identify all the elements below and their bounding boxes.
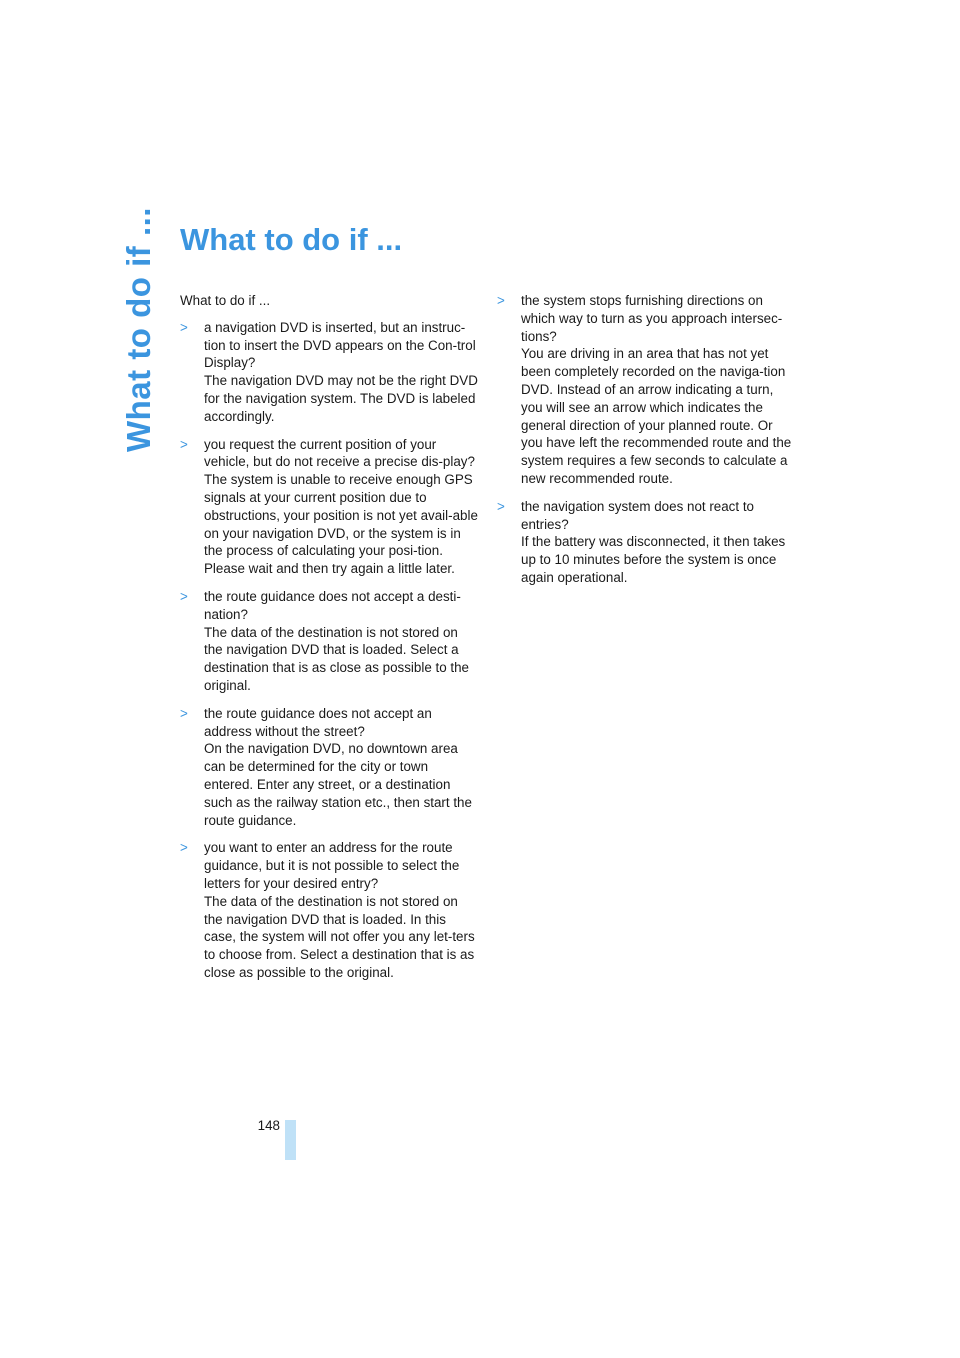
question-text: the system stops furnishing directions on which way to turn as you approach intersec-tions? <box>521 293 783 344</box>
list-item <box>180 839 480 981</box>
question-text: the navigation system does not react to entries? <box>521 498 754 532</box>
question-text: you request the current position of your vehicle, but do not receive a precise dis-play? <box>204 436 475 470</box>
question-text: you want to enter an address for the route guidance, but it is not possible to select the letters for your desired entry? <box>204 840 460 891</box>
answer-text: The navigation DVD may not be the right DVD for the navigation system. The DVD is labeled accordingly. <box>204 373 478 424</box>
chapter-side-title: What to do if ... <box>120 207 157 452</box>
answer-text: The data of the destination is not stored on the navigation DVD that is loaded. In this case, the system will not offer you any let-ters to choose from. Select a destination that is as close as possible to the original. <box>204 893 475 980</box>
question-text: a navigation DVD is inserted, but an instruc-tion to insert the DVD appears on the Con-trol Display? <box>204 319 476 371</box>
answer-text: On the navigation DVD, no downtown area can be determined for the city or town entered. Enter any street, or a destination such as the railway station etc., then start the route guidance. <box>204 741 472 828</box>
bullet-marker: > <box>497 498 505 514</box>
question-text: the route guidance does not accept an address without the street? <box>204 705 432 739</box>
answer-text: You are driving in an area that has not yet been completely recorded on the naviga-tion DVD. Instead of an arrow indicating a turn, you will see an arrow which indicates the general direction of your planned route. Or you have left the recommended route and the system requires a few seconds to calculate a new recommended route. <box>521 346 792 486</box>
right-column <box>497 292 797 597</box>
answer-text: The system is unable to receive enough GPS signals at your current position due to obstructions, your position is not yet avail-able on your navigation DVD, or the system is in the process of calculating your posi-tion. Please wait and then try again a little later. <box>204 472 478 577</box>
list-item <box>497 292 797 488</box>
bullet-marker: > <box>497 293 505 308</box>
list-item <box>180 588 480 695</box>
left-column <box>180 292 480 992</box>
list-item <box>180 436 480 578</box>
question-text: the route guidance does not accept a desti-nation? <box>204 588 461 622</box>
list-item <box>497 498 797 587</box>
bullet-marker: > <box>180 840 188 856</box>
bullet-marker: > <box>180 588 188 604</box>
bullet-marker: > <box>180 705 188 721</box>
list-item <box>180 319 480 426</box>
bullet-marker: > <box>180 319 188 335</box>
answer-text: If the battery was disconnected, it then takes up to 10 minutes before the system is once again operational. <box>521 534 786 585</box>
page-number-bar <box>285 1120 296 1160</box>
bullet-marker: > <box>180 436 188 452</box>
answer-text: The data of the destination is not stored on the navigation DVD that is loaded. Select a destination that is as close as possible to the original. <box>204 624 469 693</box>
intro-text: What to do if ... <box>180 293 271 308</box>
list-item <box>180 705 480 830</box>
page-title: What to do if ... <box>180 222 403 257</box>
page-number: 148 <box>257 1118 280 1133</box>
